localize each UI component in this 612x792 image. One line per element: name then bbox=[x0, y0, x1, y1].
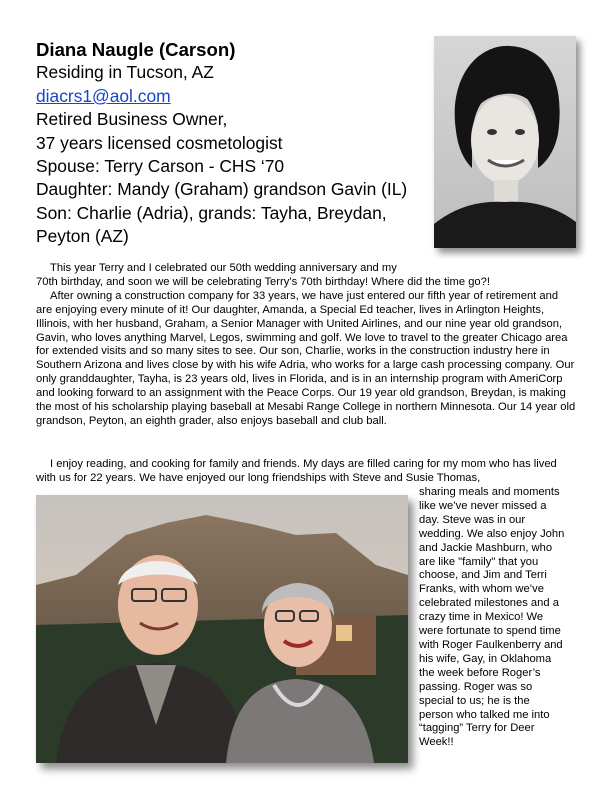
wrapped-line: with Roger Faulkenberry and bbox=[419, 638, 563, 651]
wrapped-line: passing. Roger was so bbox=[419, 680, 533, 693]
wrapped-line: Week!! bbox=[419, 736, 454, 749]
wrapped-line: like we’ve never missed a bbox=[419, 499, 547, 512]
wrapped-line: special to us; he is the bbox=[419, 694, 530, 707]
friends-paragraph-wrapped bbox=[419, 486, 579, 750]
wrapped-line: his wife, Gay, in Oklahoma bbox=[419, 652, 552, 665]
family-paragraph: After owning a construction company for 33 years, we have just entered our fifth year of retirement and are enjoying every minute of it! Our daughter, Amanda, a Special Ed teacher, lives in Arlington Heights, Illinois, with her husband, Graham, a Senior Manager with United Airlines, and our nine year old grandson, Gavin, who loves anything Marvel, Legos, swimming and golf. We love to travel to the greater Chicago area for extended visits and so many sites to see. Our son, Charlie, works in the construction industry here in Southern Arizona and lives close by with his wife Adria, who works for a large cash processing company. Our only granddaughter, Tayha, is 23 years old, lives in Florida, and is in an internship program with AmeriCorp and looking forward to an assignment with the Peace Corps. Our 19 year old grandson, Breydan, is making the most of his scholarship playing baseball at Mesabi Range College in northern Minnesota. Our 14 year old grandson, Peyton, an eighth grader, also enjoys baseball and club ball. bbox=[36, 289, 576, 427]
wrapped-line: and Jackie Mashburn, who bbox=[419, 541, 553, 554]
residence-line: Residing in Tucson, AZ bbox=[36, 62, 214, 83]
anniversary-paragraph: This year Terry and I celebrated our 50th wedding anniversary and my bbox=[50, 262, 397, 274]
occupation-line: Retired Business Owner, bbox=[36, 109, 228, 130]
daughter-line: Daughter: Mandy (Graham) grandson Gavin (IL) bbox=[36, 179, 408, 200]
wrapped-line: choose, and Jim and Terri bbox=[419, 569, 547, 582]
wrapped-line: Franks, with whom we’ve bbox=[419, 583, 544, 596]
wrapped-line: celebrated milestones and a bbox=[419, 597, 559, 610]
wrapped-line: person who talked me into bbox=[419, 708, 550, 721]
wrapped-line: wedding. We also enjoy John bbox=[419, 527, 565, 540]
email-link[interactable]: diacrs1@aol.com bbox=[36, 85, 171, 106]
son-line-continued: Peyton (AZ) bbox=[36, 226, 129, 247]
story-section bbox=[36, 262, 576, 429]
couple-photo bbox=[36, 495, 408, 763]
friends-paragraph: I enjoy reading, and cooking for family and friends. My days are filled caring for my mom who has lived with us for 22 years. We have enjoyed our long friendships with Steve and Susie Thomas, bbox=[36, 458, 557, 484]
profile-name: Diana Naugle (Carson) bbox=[36, 39, 236, 60]
wrapped-line: day. Steve was in our bbox=[419, 513, 526, 526]
wrapped-line: crazy time in Mexico! We bbox=[419, 611, 544, 624]
spouse-line: Spouse: Terry Carson - CHS ‘70 bbox=[36, 156, 285, 177]
wrapped-line: are like "family" that you bbox=[419, 555, 539, 568]
cosmetologist-line: 37 years licensed cosmetologist bbox=[36, 132, 283, 153]
wrapped-line: were fortunate to spend time bbox=[419, 625, 561, 638]
son-line: Son: Charlie (Adria), grands: Tayha, Breydan, bbox=[36, 202, 387, 223]
profile-header bbox=[36, 38, 428, 249]
wrapped-line: sharing meals and moments bbox=[419, 486, 560, 498]
friends-section bbox=[36, 458, 576, 486]
wrapped-line: “tagging” Terry for Deer bbox=[419, 722, 535, 735]
wrapped-line: the week before Roger’s bbox=[419, 666, 541, 679]
portrait-photo bbox=[434, 36, 576, 248]
anniversary-paragraph-continued: 70th birthday, and soon we will be celebrating Terry’s 70th birthday! Where did the time go?! bbox=[36, 275, 490, 288]
